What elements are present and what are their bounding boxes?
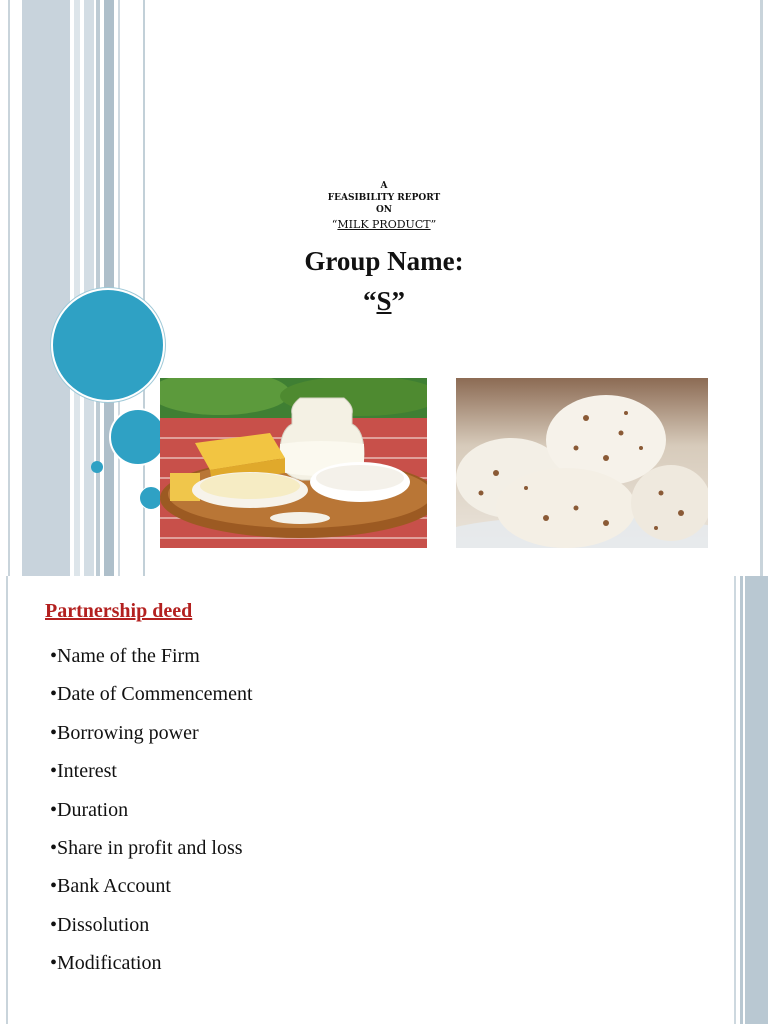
decor-stripe [6,576,8,1024]
bullet: • [50,798,58,821]
bullet: • [50,913,58,936]
dairy-products-image [160,378,427,548]
title-line-on: ON [375,205,393,215]
list-item-text: Share in profit and loss [57,836,243,859]
quote-open: “ [331,218,338,231]
partnership-deed-heading: Partnership deed [45,600,193,622]
decor-circle-medium [109,408,167,466]
list-item [50,796,253,834]
group-letter: S [376,286,392,316]
group-name-label: Group Name: [304,246,464,276]
list-item [50,757,253,795]
bullet: • [50,760,58,783]
bullet: • [50,952,58,975]
bullet: • [50,645,58,667]
list-item [50,949,253,987]
bullet: • [50,875,58,898]
list-item [50,680,253,718]
list-item [50,911,253,949]
list-item-text: Bank Account [57,875,171,898]
quote-open: “ [362,286,377,316]
decor-stripe [740,576,743,1024]
deed-items-list [50,642,253,988]
quote-close: ” [391,286,406,316]
group-name-value [0,286,768,317]
title-line-report: FEASIBILITY REPORT [327,193,441,203]
dairy-products-photo [160,378,427,548]
bullet: • [50,836,58,859]
list-item [50,642,253,680]
list-item-text: Borrowing power [57,721,199,744]
subject-text: MILK PRODUCT [337,218,431,231]
list-item-text: Interest [57,760,117,783]
decor-stripe [734,576,736,1024]
ice-cream-image [456,378,708,548]
list-item-text: Dissolution [57,913,150,936]
title-line-a: A [380,181,388,191]
ice-cream-photo [456,378,708,548]
decor-circle-tiny [91,461,103,473]
list-item-text: Date of Commencement [57,683,253,706]
title-subject [0,219,768,231]
list-item-text: Name of the Firm [57,645,200,667]
bullet: • [50,721,58,744]
quote-close: ” [430,218,437,231]
list-item [50,719,253,757]
list-item-text: Modification [57,952,162,975]
bullet: • [50,683,58,706]
content-slide [0,576,768,1024]
list-item-text: Duration [57,798,129,821]
list-item [50,834,253,872]
list-item [50,872,253,910]
decor-stripe [745,576,768,1024]
